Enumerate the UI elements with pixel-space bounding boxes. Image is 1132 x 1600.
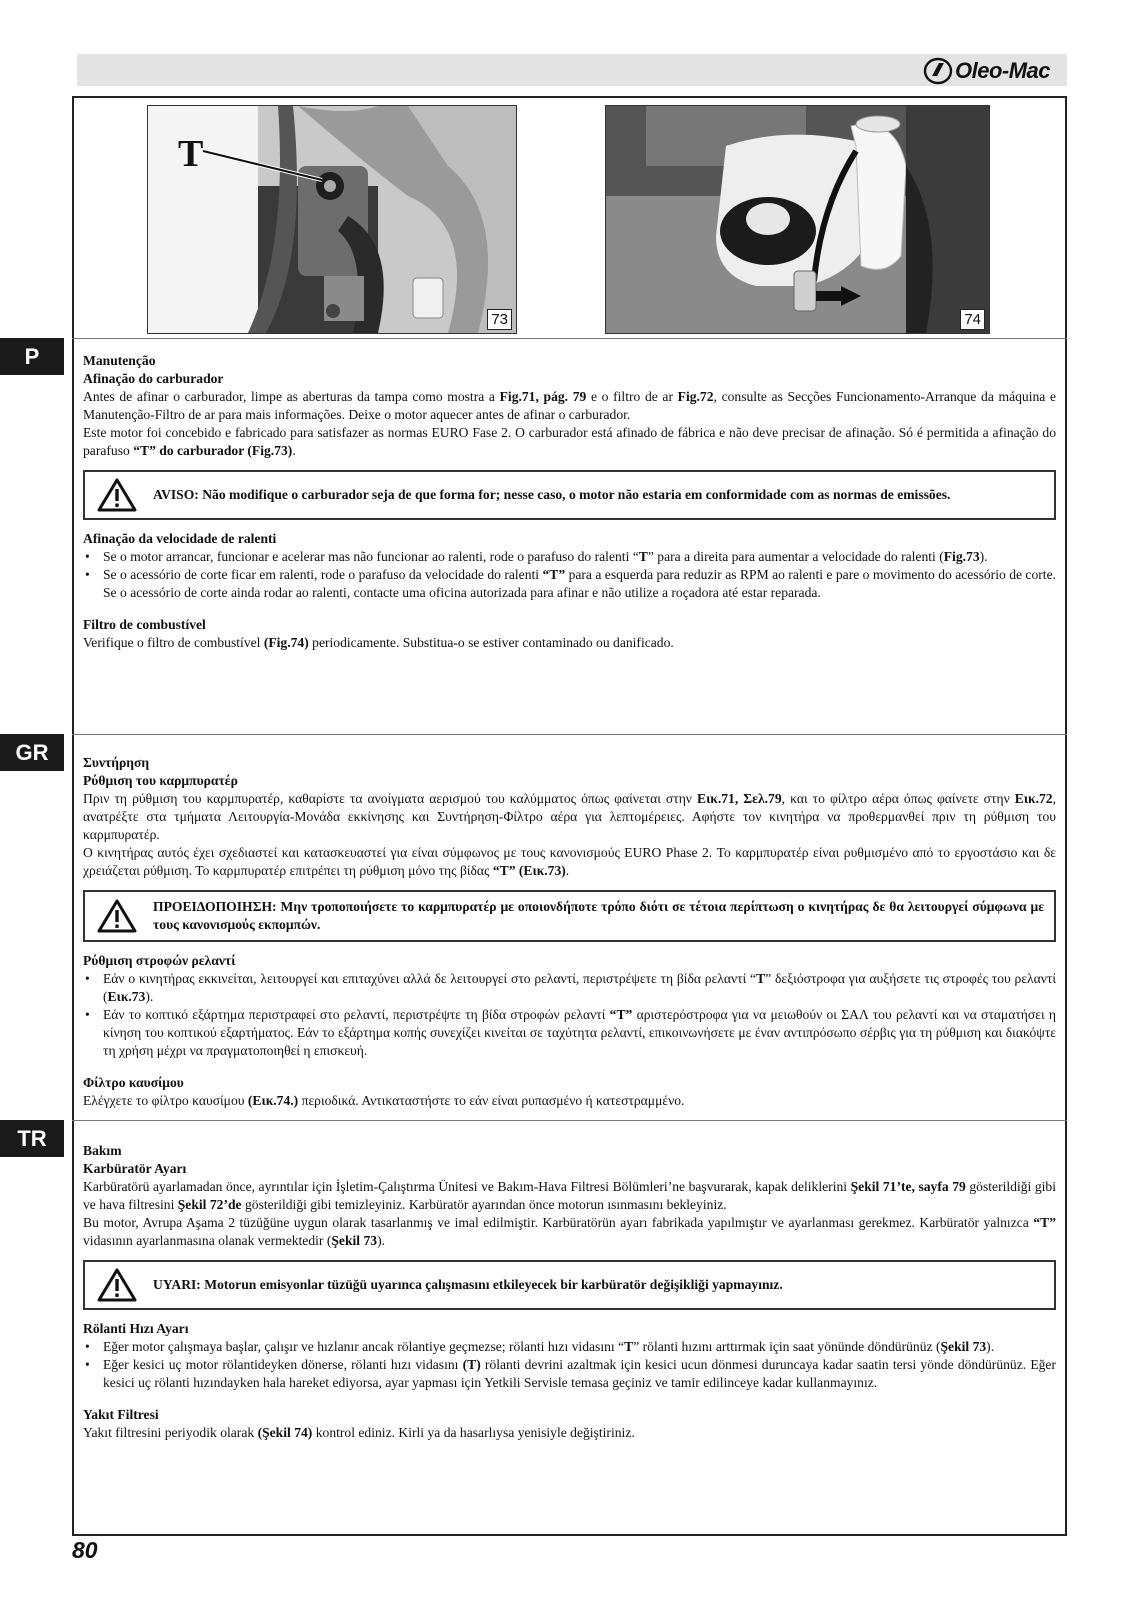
carburetor-illustration: [148, 106, 516, 333]
section-portuguese: [83, 352, 1056, 652]
subheading: Afinação do carburador: [83, 371, 224, 386]
section-title: Manutenção: [83, 353, 156, 368]
language-tab-gr: GR: [0, 734, 64, 771]
list-item: • Se o motor arrancar, funcionar e acelerar mas não funcionar ao ralenti, rode o parafuso do ralenti “T” para a direita para aumentar a velocidade do ralenti (Fig.73).: [103, 548, 1056, 566]
paragraph: Bu motor, Avrupa Aşama 2 tüzüğüne uygun olarak tasarlanmış ve imal edilmiştir. Karbüratörün ayarı fabrikada yapılmıştır ve ayarlanması gerekmez. Karbüratör yalnızca “T” vidasının ayarlanmasına olanak vermektedir (Şekil 73).: [83, 1215, 1056, 1248]
figure-73-label: T: [178, 133, 204, 175]
subheading: Ρύθμιση του καρμπυρατέρ: [83, 773, 238, 788]
subheading: Rölanti Hızı Ayarı: [83, 1321, 189, 1336]
figure-73-number: 73: [487, 309, 512, 330]
page-number: 80: [72, 1537, 98, 1563]
figure-73-photo: [147, 105, 517, 334]
paragraph: Este motor foi concebido e fabricado para satisfazer as normas EURO Fase 2. O carburador está afinado de fábrica e não deve precisar de afinação. Só é permitida a afinação do parafuso “T” do carburador (Fig.73).: [83, 425, 1056, 458]
brand-name: Oleo-Mac: [955, 58, 1051, 83]
subheading: Afinação da velocidade de ralenti: [83, 531, 277, 546]
figure-74-photo: [605, 105, 990, 334]
list-item: • Se o acessório de corte ficar em ralenti, rode o parafuso da velocidade do ralenti “T” para a esquerda para reduzir as RPM ao ralenti e pare o movimento do acessório de corte. Se o acessório de corte ainda rodar ao ralenti, contacte uma oficina autorizada para afinar e não utilize a roçadora até estar reparada.: [103, 566, 1056, 602]
paragraph: Ελέγχετε το φίλτρο καυσίμου (Εικ.74.) περιοδικά. Αντικαταστήστε το εάν είναι ρυπασμένο ή κατεστραμμένο.: [83, 1093, 685, 1108]
paragraph: Antes de afinar o carburador, limpe as aberturas da tampa como mostra a Fig.71, pág. 79 e o filtro de ar Fig.72, consulte as Secções Funcionamento-Arranque da máquina e Manutenção-Filtro de ar para mais informações. Deixe o motor aquecer antes de afinar o carburador.: [83, 389, 1056, 422]
divider: [72, 1120, 1067, 1121]
list-item: • Εάν ο κινητήρας εκκινείται, λειτουργεί και επιταχύνει αλλά δε λειτουργεί στο ρελαντί, περιστρέψετε τη βίδα ρελαντί “T” δεξιόστροφα για αυξήσετε τις στροφές του ρελαντί (Εικ.73).: [103, 970, 1056, 1006]
figure-74-number: 74: [960, 309, 985, 330]
list-item: • Εάν το κοπτικό εξάρτημα περιστραφεί στο ρελαντί, περιστρέψτε τη βίδα στροφών ρελαντί “T” αριστερόστροφα για να μειωθούν οι ΣΑΛ του ρελαντί και να σταματήσει η κίνηση του κοπτικού εξαρτήματος. Εάν το εξάρτημα κοπής συνεχίζει κινείται σε ταχύτητα ρελαντί, επικοινωνήσετε με έναν αντιπρόσωπο σέρβις για τη ρύθμιση και διακόψτε τη χρήση μέχρι να πραγματοποιηθεί η επισκευή.: [103, 1006, 1056, 1060]
bullet-list: [83, 970, 1056, 1060]
paragraph: Karbüratörü ayarlamadan önce, ayrıntılar için İşletim-Çalıştırma Ünitesi ve Bakım-Hava Filtresi Bölümleri’ne başvurarak, kapak deliklerini Şekil 71’te, sayfa 79 gösterildiği gibi ve hava filtresini Şekil 72’de gösterildiği gibi temizleyiniz. Karbüratör ayarından önce motorun ısınmasını bekleyiniz.: [83, 1179, 1056, 1212]
paragraph: Ο κινητήρας αυτός έχει σχεδιαστεί και κατασκευαστεί για είναι σύμφωνος με τους κανονισμούς EURO Phase 2. Το καρμπυρατέρ είναι ρυθμισμένο από το εργοστάσιο και δε χρειάζεται ρύθμιση. Το καρμπυρατέρ επιτρέπει τη ρύθμιση μόνο της βίδας “T” (Εικ.73).: [83, 845, 1056, 878]
language-tab-p: P: [0, 338, 64, 375]
warning-icon: [97, 899, 137, 933]
bullet-list: [83, 548, 1056, 602]
subheading: Ρύθμιση στροφών ρελαντί: [83, 953, 236, 968]
warning-box: [83, 890, 1056, 942]
section-greek: [83, 754, 1056, 1110]
warning-icon: [97, 478, 137, 512]
list-item: • Eğer motor çalışmaya başlar, çalışır ve hızlanır ancak rölantiye geçmezse; rölanti hızı vidasını “T” rölanti hızını arttırmak için saat yönünde döndürünüz (Şekil 73).: [103, 1338, 1056, 1356]
warning-text: AVISO: Não modifique o carburador seja de que forma for; nesse caso, o motor não estaria em conformidade com as normas de emissões.: [153, 487, 951, 502]
paragraph: Yakıt filtresini periyodik olarak (Şekil 74) kontrol ediniz. Kirli ya da hasarlıysa yenisiyle değiştiriniz.: [83, 1425, 635, 1440]
paragraph: Verifique o filtro de combustível (Fig.74) periodicamente. Substitua-o se estiver contaminado ou danificado.: [83, 635, 674, 650]
warning-box: [83, 470, 1056, 520]
paragraph: Πριν τη ρύθμιση του καρμπυρατέρ, καθαρίστε τα ανοίγματα αερισμού του καλύμματος όπως φαίνεται στην Εικ.71, Σελ.79, και το φίλτρο αέρα όπως φαίνετε στην Εικ.72, ανατρέξτε στα τμήματα Λειτουργία-Μονάδα εκκίνησης και Συντήρηση-Φίλτρο αέρα για λεπτομέρειες. Αφήστε τον κινητήρα να προθερμανθεί πριν τη ρύθμιση του καρμπυρατέρ.: [83, 791, 1056, 842]
warning-text: ΠΡΟΕΙΔΟΠΟΙΗΣΗ: Μην τροποποιήσετε το καρμπυρατέρ με οποιονδήποτε τρόπο διότι σε τέτοια περίπτωση ο κινητήρας δε θα λειτουργεί σύμφωνα με τους κανονισμούς εκπομπών.: [153, 899, 1044, 932]
divider: [72, 338, 1067, 339]
subheading: Karbüratör Ayarı: [83, 1161, 187, 1176]
fuel-filter-illustration: [606, 106, 989, 333]
section-turkish: [83, 1142, 1056, 1442]
divider: [72, 734, 1067, 735]
language-tab-tr: TR: [0, 1120, 64, 1157]
subheading: Filtro de combustível: [83, 617, 206, 632]
warning-box: [83, 1260, 1056, 1310]
list-item: • Eğer kesici uç motor rölantideyken dönerse, rölanti hızı vidasını (T) rölanti devrini azaltmak için kesici ucun dönmesi duruncaya kadar saatin tersi yönde döndürünüz. Eğer kesici uç rölanti hızındayken hala hareket ediyorsa, ayar yapması için Yetkili Servisle temasa geçiniz ve tamir edilinceye kadar kullanmayınız.: [103, 1356, 1056, 1392]
section-title: Bakım: [83, 1143, 122, 1158]
subheading: Yakıt Filtresi: [83, 1407, 159, 1422]
warning-icon: [97, 1268, 137, 1302]
bullet-list: [83, 1338, 1056, 1392]
brand-logo-icon: [923, 57, 953, 85]
header-bar: [77, 54, 1067, 86]
brand-logo: [923, 55, 1050, 87]
subheading: Φίλτρο καυσίμου: [83, 1075, 184, 1090]
warning-text: UYARI: Motorun emisyonlar tüzüğü uyarınca çalışmasını etkileyecek bir karbüratör değişikliği yapmayınız.: [153, 1277, 783, 1292]
section-title: Συντήρηση: [83, 755, 150, 770]
